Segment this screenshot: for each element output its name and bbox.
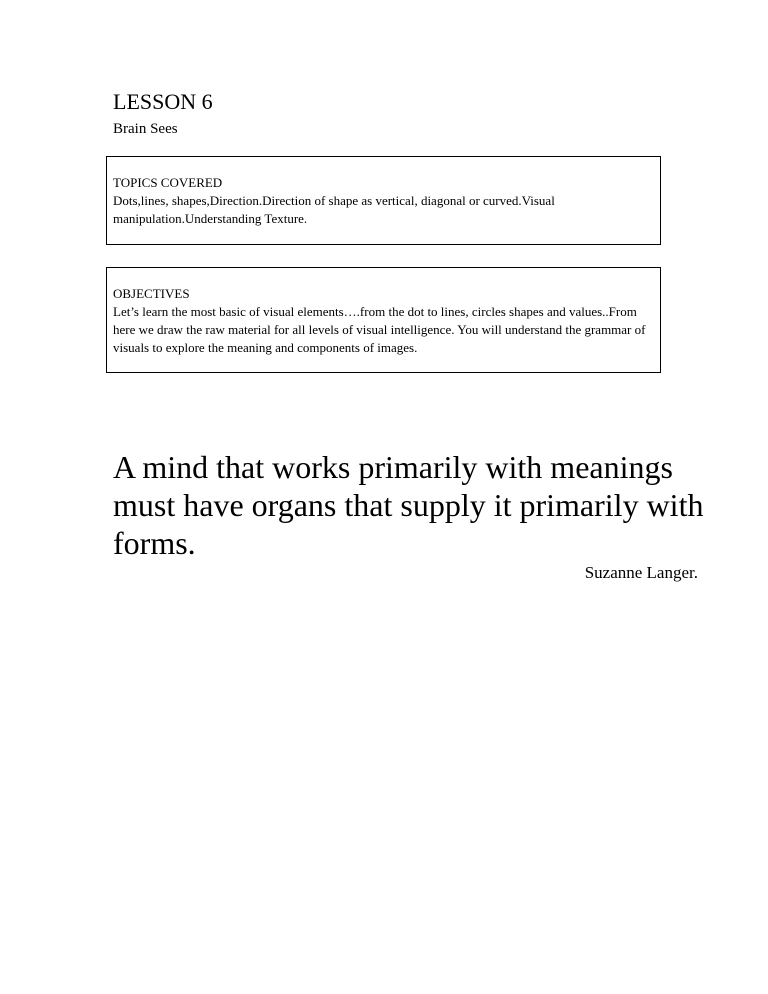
lesson-subtitle: Brain Sees (113, 121, 178, 137)
lesson-title: LESSON 6 (113, 89, 213, 114)
objectives-text: Let’s learn the most basic of visual elements….from the dot to lines, circles shapes and values..From here we draw the raw material for all levels of visual intelligence. You will understand the grammar of visuals to explore the meaning and components of images. (113, 304, 646, 355)
objectives-box (106, 267, 661, 373)
quote-text: A mind that works primarily with meanings must have organs that supply it primarily with forms. (113, 449, 704, 561)
topics-covered-box (106, 156, 661, 245)
topics-covered-heading: TOPICS COVERED (113, 175, 223, 190)
topics-covered-text: Dots,lines, shapes,Direction.Direction of shape as vertical, diagonal or curved.Visual manipulation.Understanding Texture. (113, 193, 555, 226)
objectives-heading: OBJECTIVES (113, 286, 190, 301)
quote-author: Suzanne Langer. (584, 563, 698, 582)
